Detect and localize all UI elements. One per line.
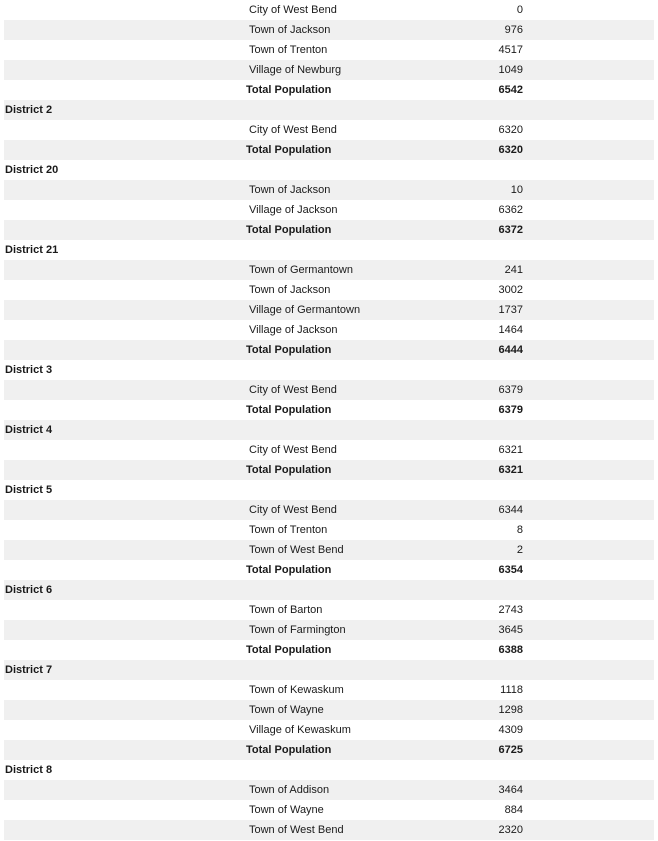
total-row [4, 80, 654, 100]
population-value: 3464 [498, 784, 523, 796]
municipality-name: Town of Jackson [249, 284, 331, 296]
total-value: 6320 [498, 144, 523, 156]
total-row [4, 740, 654, 760]
district-label: District 2 [5, 104, 53, 116]
table-row [4, 600, 654, 620]
total-value: 6321 [498, 464, 523, 476]
population-value: 6321 [498, 444, 523, 456]
district-header-row [4, 240, 654, 260]
table-row [4, 320, 654, 340]
total-row [4, 640, 654, 660]
table-row [4, 800, 654, 820]
total-row [4, 460, 654, 480]
population-value: 1464 [498, 324, 523, 336]
district-header-row [4, 360, 654, 380]
municipality-name: Town of Wayne [249, 704, 324, 716]
total-value: 6444 [498, 344, 523, 356]
total-label: Total Population [246, 744, 332, 756]
municipality-name: Town of Wayne [249, 804, 324, 816]
total-row [4, 400, 654, 420]
table-row [4, 440, 654, 460]
population-value: 10 [510, 184, 523, 196]
municipality-name: Village of Jackson [249, 324, 338, 336]
table-row [4, 200, 654, 220]
municipality-name: Town of Farmington [249, 624, 346, 636]
total-value: 6372 [498, 224, 523, 236]
table-row [4, 520, 654, 540]
total-label: Total Population [246, 84, 332, 96]
municipality-name: City of West Bend [249, 504, 337, 516]
table-row [4, 820, 654, 840]
table-row [4, 540, 654, 560]
district-header-row [4, 480, 654, 500]
district-label: District 3 [5, 364, 53, 376]
district-label: District 7 [5, 664, 53, 676]
table-row [4, 700, 654, 720]
district-label: District 8 [5, 764, 53, 776]
table-row [4, 60, 654, 80]
municipality-name: Town of Jackson [249, 24, 331, 36]
district-header-row [4, 100, 654, 120]
population-value: 241 [504, 264, 523, 276]
total-value: 6379 [498, 404, 523, 416]
district-header-row [4, 760, 654, 780]
table-row [4, 680, 654, 700]
total-label: Total Population [246, 144, 332, 156]
total-row [4, 340, 654, 360]
municipality-name: Town of West Bend [249, 824, 344, 836]
municipality-name: Village of Jackson [249, 204, 338, 216]
municipality-name: Town of Jackson [249, 184, 331, 196]
population-value: 0 [516, 4, 523, 16]
table-row [4, 300, 654, 320]
district-header-row [4, 160, 654, 180]
population-value: 3645 [498, 624, 523, 636]
municipality-name: Village of Newburg [249, 64, 342, 76]
table-row [4, 500, 654, 520]
municipality-name: Town of Trenton [249, 524, 328, 536]
population-value: 2 [516, 544, 523, 556]
population-value: 6320 [498, 124, 523, 136]
population-value: 6362 [498, 204, 523, 216]
population-value: 6379 [498, 384, 523, 396]
population-value: 3002 [498, 284, 523, 296]
total-label: Total Population [246, 404, 332, 416]
total-label: Total Population [246, 224, 332, 236]
total-value: 6388 [498, 644, 523, 656]
district-label: District 5 [5, 484, 53, 496]
total-label: Total Population [246, 344, 332, 356]
municipality-name: City of West Bend [249, 4, 337, 16]
table-row [4, 280, 654, 300]
total-value: 6542 [498, 84, 523, 96]
table-row [4, 20, 654, 40]
municipality-name: Town of Kewaskum [249, 684, 344, 696]
total-row [4, 560, 654, 580]
table-row [4, 720, 654, 740]
table-row [4, 40, 654, 60]
population-value: 1049 [498, 64, 523, 76]
district-header-row [4, 420, 654, 440]
table-row [4, 380, 654, 400]
total-row [4, 140, 654, 160]
municipality-name: Town of West Bend [249, 544, 344, 556]
total-value: 6725 [498, 744, 523, 756]
population-value: 2320 [498, 824, 523, 836]
population-table [4, 0, 654, 840]
district-label: District 4 [5, 424, 53, 436]
population-value: 6344 [498, 504, 523, 516]
total-label: Total Population [246, 464, 332, 476]
table-row [4, 620, 654, 640]
municipality-name: City of West Bend [249, 384, 337, 396]
municipality-name: Village of Germantown [249, 304, 361, 316]
table-row [4, 0, 654, 20]
district-label: District 21 [5, 244, 59, 256]
municipality-name: Town of Addison [249, 784, 330, 796]
table-row [4, 180, 654, 200]
population-value: 4517 [498, 44, 523, 56]
district-header-row [4, 660, 654, 680]
total-label: Total Population [246, 644, 332, 656]
district-label: District 20 [5, 164, 59, 176]
population-value: 976 [504, 24, 523, 36]
population-value: 4309 [498, 724, 523, 736]
municipality-name: Town of Germantown [249, 264, 353, 276]
population-value: 1298 [498, 704, 523, 716]
municipality-name: City of West Bend [249, 444, 337, 456]
population-value: 8 [516, 524, 523, 536]
table-row [4, 260, 654, 280]
municipality-name: Village of Kewaskum [249, 724, 351, 736]
total-row [4, 220, 654, 240]
total-value: 6354 [498, 564, 523, 576]
population-value: 1118 [500, 684, 523, 696]
total-label: Total Population [246, 564, 332, 576]
table-row [4, 120, 654, 140]
population-value: 2743 [498, 604, 523, 616]
table-row [4, 780, 654, 800]
municipality-name: Town of Barton [249, 604, 323, 616]
district-label: District 6 [5, 584, 53, 596]
population-value: 884 [504, 804, 523, 816]
population-value: 1737 [498, 304, 523, 316]
municipality-name: Town of Trenton [249, 44, 328, 56]
municipality-name: City of West Bend [249, 124, 337, 136]
district-header-row [4, 580, 654, 600]
